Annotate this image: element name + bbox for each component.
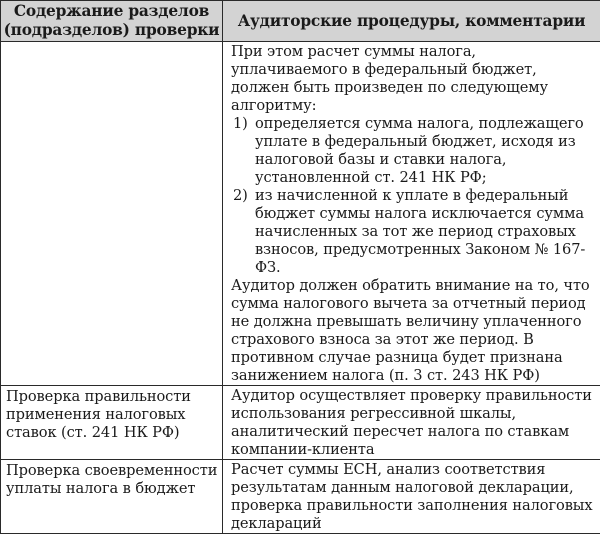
header-procedures: Аудиторские процедуры, комментарии	[223, 1, 600, 42]
row1-intro: При этом расчет суммы налога, уплачиваемого в федеральный бюджет, должен быть произведен по следующему алгоритму:	[231, 43, 596, 115]
list-item-number: 1)	[231, 115, 255, 187]
header-sections: Содержание разделов (подразделов) проверки	[1, 1, 223, 42]
table-row	[1, 42, 600, 386]
row3-procedure-cell: Расчет суммы ЕСН, анализ соответствия результатам данным налоговой декларации, проверка правильности заполнения налоговых деклараций	[223, 460, 600, 534]
row1-outro: Аудитор должен обратить внимание на то, что сумма налогового вычета за отчетный период не должна превышать величину уплаченного страхового взноса за этот же период. В противном случае разница будет признана занижением налога (п. 3 ст. 243 НК РФ)	[231, 277, 596, 385]
row1-procedure-cell	[223, 42, 600, 386]
row3-section-cell: Проверка своевременности уплаты налога в бюджет	[1, 460, 223, 534]
list-item-number: 2)	[231, 187, 255, 277]
list-item	[231, 115, 596, 187]
row2-section-cell: Проверка правильности применения налоговых ставок (ст. 241 НК РФ)	[1, 386, 223, 460]
list-item-text: определяется сумма налога, подлежащего уплате в федеральный бюджет, исходя из налоговой базы и ставки налога, установленной ст. 241 НК РФ;	[255, 115, 596, 187]
row2-procedure-cell: Аудитор осуществляет проверку правильности использования регрессивной шкалы, аналитический пересчет налога по ставкам компании-клиента	[223, 386, 600, 460]
table-row	[1, 386, 600, 460]
algorithm-list	[231, 115, 596, 277]
list-item-text: из начисленной к уплате в федеральный бюджет суммы налога исключается сумма начисленных за тот же период страховых взносов, предусмотренных Законом № 167-ФЗ.	[255, 187, 596, 277]
table-header-row	[1, 1, 600, 42]
row1-section-cell	[1, 42, 223, 386]
list-item	[231, 187, 596, 277]
